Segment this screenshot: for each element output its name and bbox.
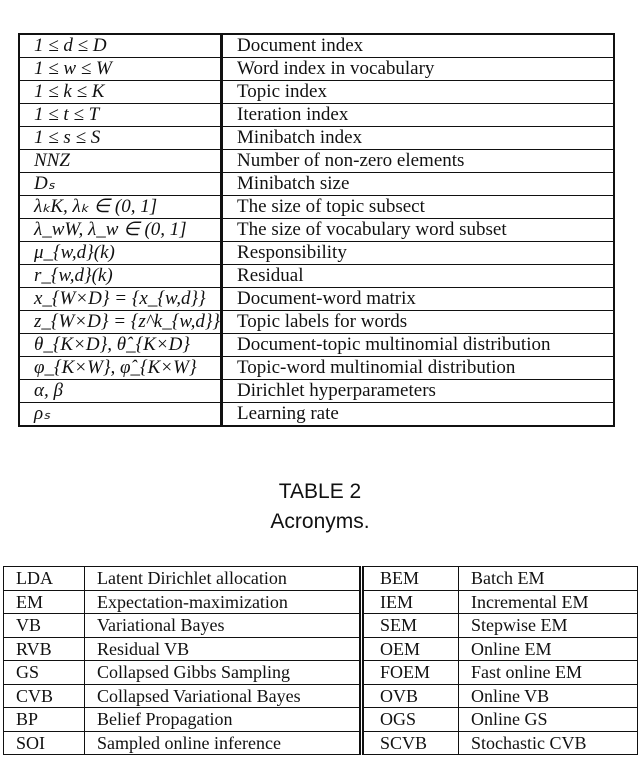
- acronym-description-cell: Online GS: [459, 708, 638, 732]
- table-row: [19, 127, 614, 150]
- symbol-cell: Dₛ: [19, 173, 222, 196]
- table-row: [19, 311, 614, 334]
- table-row: [19, 196, 614, 219]
- description-cell: Number of non-zero elements: [222, 150, 614, 173]
- table-row: [4, 708, 638, 732]
- acronym-cell: OVB: [362, 684, 459, 708]
- table-row: [19, 150, 614, 173]
- table-row: [19, 288, 614, 311]
- table-row: [4, 684, 638, 708]
- symbol-cell: λ_wW, λ_w ∈ (0, 1]: [19, 219, 222, 242]
- symbol-cell: α, β: [19, 380, 222, 403]
- acronym-description-cell: Collapsed Gibbs Sampling: [85, 661, 362, 685]
- table-row: [4, 637, 638, 661]
- acronym-cell: OEM: [362, 637, 459, 661]
- acronym-cell: SCVB: [362, 731, 459, 755]
- table2-caption-title: Acronyms.: [270, 510, 370, 533]
- notation-table: [18, 33, 615, 427]
- description-cell: Minibatch size: [222, 173, 614, 196]
- acronym-cell: OGS: [362, 708, 459, 732]
- symbol-cell: θ_{K×D}, θ̂_{K×D}: [19, 334, 222, 357]
- acronym-cell: LDA: [4, 567, 85, 591]
- table2-caption-number: TABLE 2: [278, 480, 362, 503]
- acronym-description-cell: Latent Dirichlet allocation: [85, 567, 362, 591]
- symbol-cell: λₖK, λₖ ∈ (0, 1]: [19, 196, 222, 219]
- acronym-description-cell: Fast online EM: [459, 661, 638, 685]
- symbol-cell: 1 ≤ w ≤ W: [19, 58, 222, 81]
- symbol-cell: z_{W×D} = {z^k_{w,d}}: [19, 311, 222, 334]
- acronym-cell: EM: [4, 590, 85, 614]
- acronyms-table: [3, 566, 638, 755]
- symbol-cell: 1 ≤ d ≤ D: [19, 34, 222, 58]
- table-row: [19, 104, 614, 127]
- acronym-cell: RVB: [4, 637, 85, 661]
- description-cell: Residual: [222, 265, 614, 288]
- table-row: [19, 242, 614, 265]
- symbol-cell: 1 ≤ t ≤ T: [19, 104, 222, 127]
- acronym-description-cell: Expectation-maximization: [85, 590, 362, 614]
- acronym-description-cell: Online EM: [459, 637, 638, 661]
- acronym-description-cell: Incremental EM: [459, 590, 638, 614]
- table-row: [19, 357, 614, 380]
- acronym-description-cell: Collapsed Variational Bayes: [85, 684, 362, 708]
- acronym-description-cell: Belief Propagation: [85, 708, 362, 732]
- table-row: [19, 173, 614, 196]
- table-row: [19, 58, 614, 81]
- description-cell: Topic-word multinomial distribution: [222, 357, 614, 380]
- description-cell: Responsibility: [222, 242, 614, 265]
- description-cell: Topic index: [222, 81, 614, 104]
- symbol-cell: μ_{w,d}(k): [19, 242, 222, 265]
- description-cell: Document index: [222, 34, 614, 58]
- table-row: [4, 567, 638, 591]
- table-row: [19, 265, 614, 288]
- acronym-cell: BEM: [362, 567, 459, 591]
- acronym-cell: GS: [4, 661, 85, 685]
- table-row: [19, 219, 614, 242]
- symbol-cell: 1 ≤ k ≤ K: [19, 81, 222, 104]
- description-cell: The size of topic subsect: [222, 196, 614, 219]
- description-cell: Topic labels for words: [222, 311, 614, 334]
- symbol-cell: ρₛ: [19, 403, 222, 427]
- description-cell: Document-topic multinomial distribution: [222, 334, 614, 357]
- description-cell: Learning rate: [222, 403, 614, 427]
- table-row: [4, 661, 638, 685]
- symbol-cell: φ_{K×W}, φ̂_{K×W}: [19, 357, 222, 380]
- symbol-cell: 1 ≤ s ≤ S: [19, 127, 222, 150]
- acronym-cell: IEM: [362, 590, 459, 614]
- acronym-description-cell: Variational Bayes: [85, 614, 362, 638]
- acronym-description-cell: Sampled online inference: [85, 731, 362, 755]
- acronym-cell: CVB: [4, 684, 85, 708]
- acronym-cell: SEM: [362, 614, 459, 638]
- table-row: [19, 403, 614, 427]
- table-row: [19, 380, 614, 403]
- table-row: [4, 614, 638, 638]
- table-row: [4, 590, 638, 614]
- symbol-cell: r_{w,d}(k): [19, 265, 222, 288]
- description-cell: Word index in vocabulary: [222, 58, 614, 81]
- symbol-cell: x_{W×D} = {x_{w,d}}: [19, 288, 222, 311]
- symbol-cell: NNZ: [19, 150, 222, 173]
- acronym-description-cell: Residual VB: [85, 637, 362, 661]
- acronym-description-cell: Stochastic CVB: [459, 731, 638, 755]
- acronym-cell: SOI: [4, 731, 85, 755]
- table-row: [19, 81, 614, 104]
- acronym-description-cell: Stepwise EM: [459, 614, 638, 638]
- description-cell: Iteration index: [222, 104, 614, 127]
- acronym-description-cell: Batch EM: [459, 567, 638, 591]
- description-cell: Dirichlet hyperparameters: [222, 380, 614, 403]
- acronym-cell: FOEM: [362, 661, 459, 685]
- acronym-cell: BP: [4, 708, 85, 732]
- table-row: [19, 34, 614, 58]
- table-row: [19, 334, 614, 357]
- description-cell: Document-word matrix: [222, 288, 614, 311]
- description-cell: Minibatch index: [222, 127, 614, 150]
- table-row: [4, 731, 638, 755]
- acronym-cell: VB: [4, 614, 85, 638]
- description-cell: The size of vocabulary word subset: [222, 219, 614, 242]
- acronym-description-cell: Online VB: [459, 684, 638, 708]
